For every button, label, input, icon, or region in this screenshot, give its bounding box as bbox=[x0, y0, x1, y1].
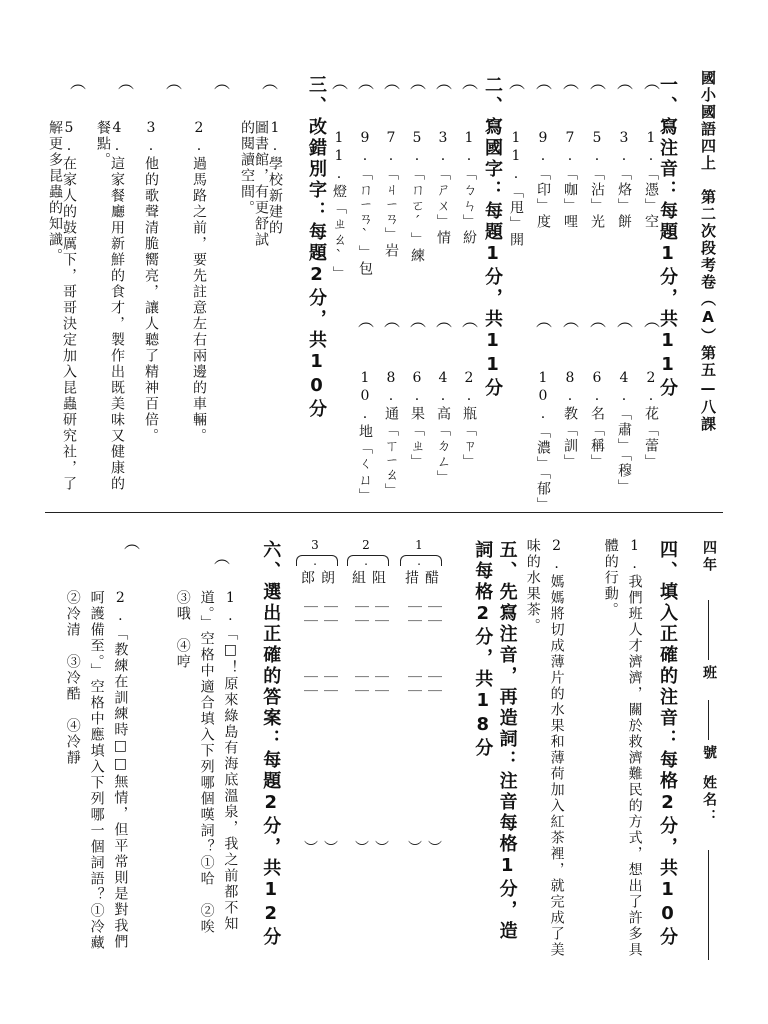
group-brace bbox=[400, 555, 442, 566]
answer-paren: ︵ bbox=[410, 73, 427, 92]
s5-group-2-label: 2. bbox=[359, 538, 373, 570]
answer-paren: ︵ bbox=[262, 73, 279, 92]
s1-item-4: 4.「肅」「穆」 bbox=[616, 370, 632, 495]
s2-item-5: 5.「ㄇㄛˊ」練 bbox=[409, 130, 425, 264]
s5-group-1-char-1: 醋 bbox=[423, 570, 439, 586]
s2-item-1: 1.「ㄅㄣ」紛 bbox=[461, 130, 477, 246]
answer-paren: ︵ bbox=[332, 73, 349, 92]
s1-item-6: 6.名「稱」 bbox=[589, 370, 605, 470]
s1-item-10: 10.「濃」「郁」 bbox=[535, 370, 551, 513]
s1-item-1: 1.「憑」空 bbox=[643, 130, 659, 230]
s2-item-9: 9.「ㄇㄧㄢˋ」包 bbox=[357, 130, 373, 278]
page-divider bbox=[45, 512, 723, 513]
grade-blank-line bbox=[708, 600, 709, 660]
s3-item-3: 3.他的歌聲清脆嚮亮，讓人聽了精神百倍。 bbox=[143, 120, 159, 444]
answer-paren: ︵ bbox=[436, 73, 453, 92]
section3-heading: 三、改錯別字：每題2分，共10分 bbox=[306, 75, 327, 420]
s2-item-6: 6.果「ㄓ」 bbox=[409, 370, 425, 470]
s2-item-3: 3.「ㄕㄨ」情 bbox=[435, 130, 451, 246]
answer-paren: ︵ bbox=[384, 311, 401, 330]
section2-heading: 二、寫國字：每題1分，共11分 bbox=[482, 75, 503, 399]
answer-paren: ︵ bbox=[644, 311, 661, 330]
s3-item-5: 5.在家人的鼓厲下，哥哥決定加入昆蟲研究社，了解更多昆蟲的知識。 bbox=[47, 120, 77, 492]
s1-item-7: 7.「咖」哩 bbox=[562, 130, 578, 230]
seat-label: 號 bbox=[701, 745, 717, 762]
answer-paren: ︵ bbox=[214, 73, 231, 92]
s2-item-7: 7.「ㄐㄧㄢ」岩 bbox=[383, 130, 399, 260]
exam-page: 國小國語四上 第二次段考卷（A）第五—八課 一、寫注音：每題1分，共11分 ︵ 1.「憑」空 ︵ 3.「烙」餅 ︵ 5.「沾」光 ︵ 7.「咖」哩 ︵ 9.「印」度 ︵ 11.「甩」開 ︵ 2.花「蕾」 ︵ 4.「肅」「穆」 ︵ 6.名「稱」 ︵ 8.教「訓」 ︵ 10.「濃」「郁」 二、寫國字：每題1分，共11分 ︵ 1.「ㄅㄣ」紛 ︵ 3.「ㄕㄨ」情 ︵ 5.「ㄇㄛˊ」練 ︵ 7.「ㄐㄧㄢ」岩 ︵ 9.「ㄇㄧㄢˋ」包 ︵ 11.燈「ㄓㄠˋ」 ︵ 2.瓶「ㄗ」 ︵ 4.高「ㄉㄥ」 ︵ 6.果「ㄓ」 ︵ 8.通「ㄒㄧㄠ」 ︵ 10.地「ㄑㄩ」 三、改錯別字：每題2分，共10分 ︵ 1.學校新建的圖書館，有更舒試的閱讀空間。 ︵ 2.過馬路之前，要先註意左右兩邊的車輛。 ︵ 3.他的歌聲清脆嚮亮，讓人聽了精神百倍。 ︵ 4.這家餐廳用新鮮的食才，製作出既美味又健康的餐點。 ︵ 5.在家人的鼓厲下，哥哥決定加入昆蟲研究社，了解更多昆蟲的知識。 四年 班 號 姓名： 四、填入正確的注音：每格2分，共10分 1.我們班人才濟濟，關於救濟難民的方式，想出了許多具體的行動。 2.媽媽將切成薄片的水果和薄荷加入紅茶裡，就完成了美味的水果茶。 五、先寫注音，再造詞：注音每格1分，造詞每格2分，共18分 1. 醋 措 ｜｜ ｜｜ ｜｜ ｜｜ ︶ ︶ 2. 阻 組 ｜｜ ｜｜ ｜｜ ｜｜ ︶ ︶ 3. 朗 郎 ｜｜ ｜｜ ｜｜ ｜｜ ︶ ︶ 六、選出正確的答案：每題2分，共12分 ︵ 1.「□！原來綠島有海底溫泉，我之前都不知道。」空格中適合填入下列哪個嘆詞？①哈 ②唉 ③哦 ④哼 ︵ 2.「教練在訓練時□□無情，但平常則是對我們呵護備至。」空格中應填入下列哪一個詞語？①冷藏 ②冷清 ③冷酷 ④冷靜 bbox=[0, 0, 768, 1024]
s1-item-2: 2.花「蕾」 bbox=[643, 370, 659, 470]
answer-paren: ︵ bbox=[214, 548, 231, 567]
s5-group-1-char-2: 措 bbox=[403, 570, 419, 586]
s5-group-3-char-1: 朗 bbox=[319, 570, 335, 586]
s2-item-8: 8.通「ㄒㄧㄠ」 bbox=[383, 370, 399, 500]
answer-paren: ︵ bbox=[509, 73, 526, 92]
s4-item-2: 2.媽媽將切成薄片的水果和薄荷加入紅茶裡，就完成了美味的水果茶。 bbox=[524, 538, 565, 958]
s5-group-1-label: 1. bbox=[412, 538, 426, 570]
s1-item-11: 11.「甩」開 bbox=[508, 130, 524, 248]
answer-paren: ︵ bbox=[590, 311, 607, 330]
answer-paren: ︵ bbox=[410, 311, 427, 330]
answer-paren: ︵ bbox=[536, 311, 553, 330]
s3-item-4: 4.這家餐廳用新鮮的食才，製作出既美味又健康的餐點。 bbox=[95, 120, 125, 492]
s5-group-3-char-2: 郎 bbox=[299, 570, 315, 586]
s5-group-2-char-1: 阻 bbox=[370, 570, 386, 586]
answer-paren: ︵ bbox=[70, 73, 87, 92]
answer-paren: ︵ bbox=[590, 73, 607, 92]
s3-item-1: 1.學校新建的圖書館，有更舒試的閱讀空間。 bbox=[239, 120, 283, 248]
answer-paren: ︵ bbox=[563, 311, 580, 330]
exam-title: 國小國語四上 第二次段考卷（A）第五—八課 bbox=[699, 70, 717, 433]
s4-item-1: 1.我們班人才濟濟，關於救濟難民的方式，想出了許多具體的行動。 bbox=[602, 538, 643, 958]
answer-paren: ︵ bbox=[358, 73, 375, 92]
name-blank-line bbox=[708, 850, 709, 960]
answer-paren: ︵ bbox=[617, 73, 634, 92]
section4-heading: 四、填入正確的注音：每格2分，共10分 bbox=[657, 540, 678, 948]
class-label: 班 bbox=[701, 665, 717, 682]
s1-item-8: 8.教「訓」 bbox=[562, 370, 578, 470]
s2-item-10: 10.地「ㄑㄩ」 bbox=[357, 370, 373, 504]
answer-paren: ︵ bbox=[166, 73, 183, 92]
section1-heading: 一、寫注音：每題1分，共11分 bbox=[657, 75, 678, 399]
answer-paren: ︵ bbox=[462, 73, 479, 92]
answer-paren: ︵ bbox=[436, 311, 453, 330]
group-brace bbox=[296, 555, 338, 566]
grade-label: 四年 bbox=[701, 540, 717, 574]
answer-paren: ︵ bbox=[358, 311, 375, 330]
s2-item-4: 4.高「ㄉㄥ」 bbox=[435, 370, 451, 486]
s5-group-2-char-2: 組 bbox=[350, 570, 366, 586]
name-label: 姓名： bbox=[701, 775, 717, 826]
s1-item-5: 5.「沾」光 bbox=[589, 130, 605, 230]
s1-item-3: 3.「烙」餅 bbox=[616, 130, 632, 230]
s3-item-2: 2.過馬路之前，要先註意左右兩邊的車輛。 bbox=[191, 120, 207, 444]
s2-item-2: 2.瓶「ㄗ」 bbox=[461, 370, 477, 470]
s6-item-1: 1.「□！原來綠島有海底溫泉，我之前都不知道。」空格中適合填入下列哪個嘆詞？①哈 ②唉 ③哦 ④哼 bbox=[174, 590, 239, 951]
s1-item-9: 9.「印」度 bbox=[535, 130, 551, 230]
s6-item-2: 2.「教練在訓練時□□無情，但平常則是對我們呵護備至。」空格中應填入下列哪一個詞語？①冷藏 ②冷清 ③冷酷 ④冷靜 bbox=[64, 590, 129, 967]
answer-paren: ︵ bbox=[644, 73, 661, 92]
section5-heading: 五、先寫注音，再造詞：注音每格1分，造詞每格2分，共18分 bbox=[472, 540, 518, 942]
answer-paren: ︵ bbox=[384, 73, 401, 92]
answer-paren: ︵ bbox=[563, 73, 580, 92]
section6-heading: 六、選出正確的答案：每題2分，共12分 bbox=[260, 540, 282, 948]
answer-paren: ︵ bbox=[536, 73, 553, 92]
answer-paren: ︵ bbox=[118, 73, 135, 92]
s5-group-3-label: 3. bbox=[308, 538, 322, 570]
group-brace bbox=[347, 555, 389, 566]
s2-item-11: 11.燈「ㄓㄠˋ」 bbox=[331, 130, 347, 282]
answer-paren: ︵ bbox=[617, 311, 634, 330]
class-blank-line bbox=[708, 700, 709, 740]
answer-paren: ︵ bbox=[462, 311, 479, 330]
answer-paren: ︵ bbox=[124, 533, 141, 552]
